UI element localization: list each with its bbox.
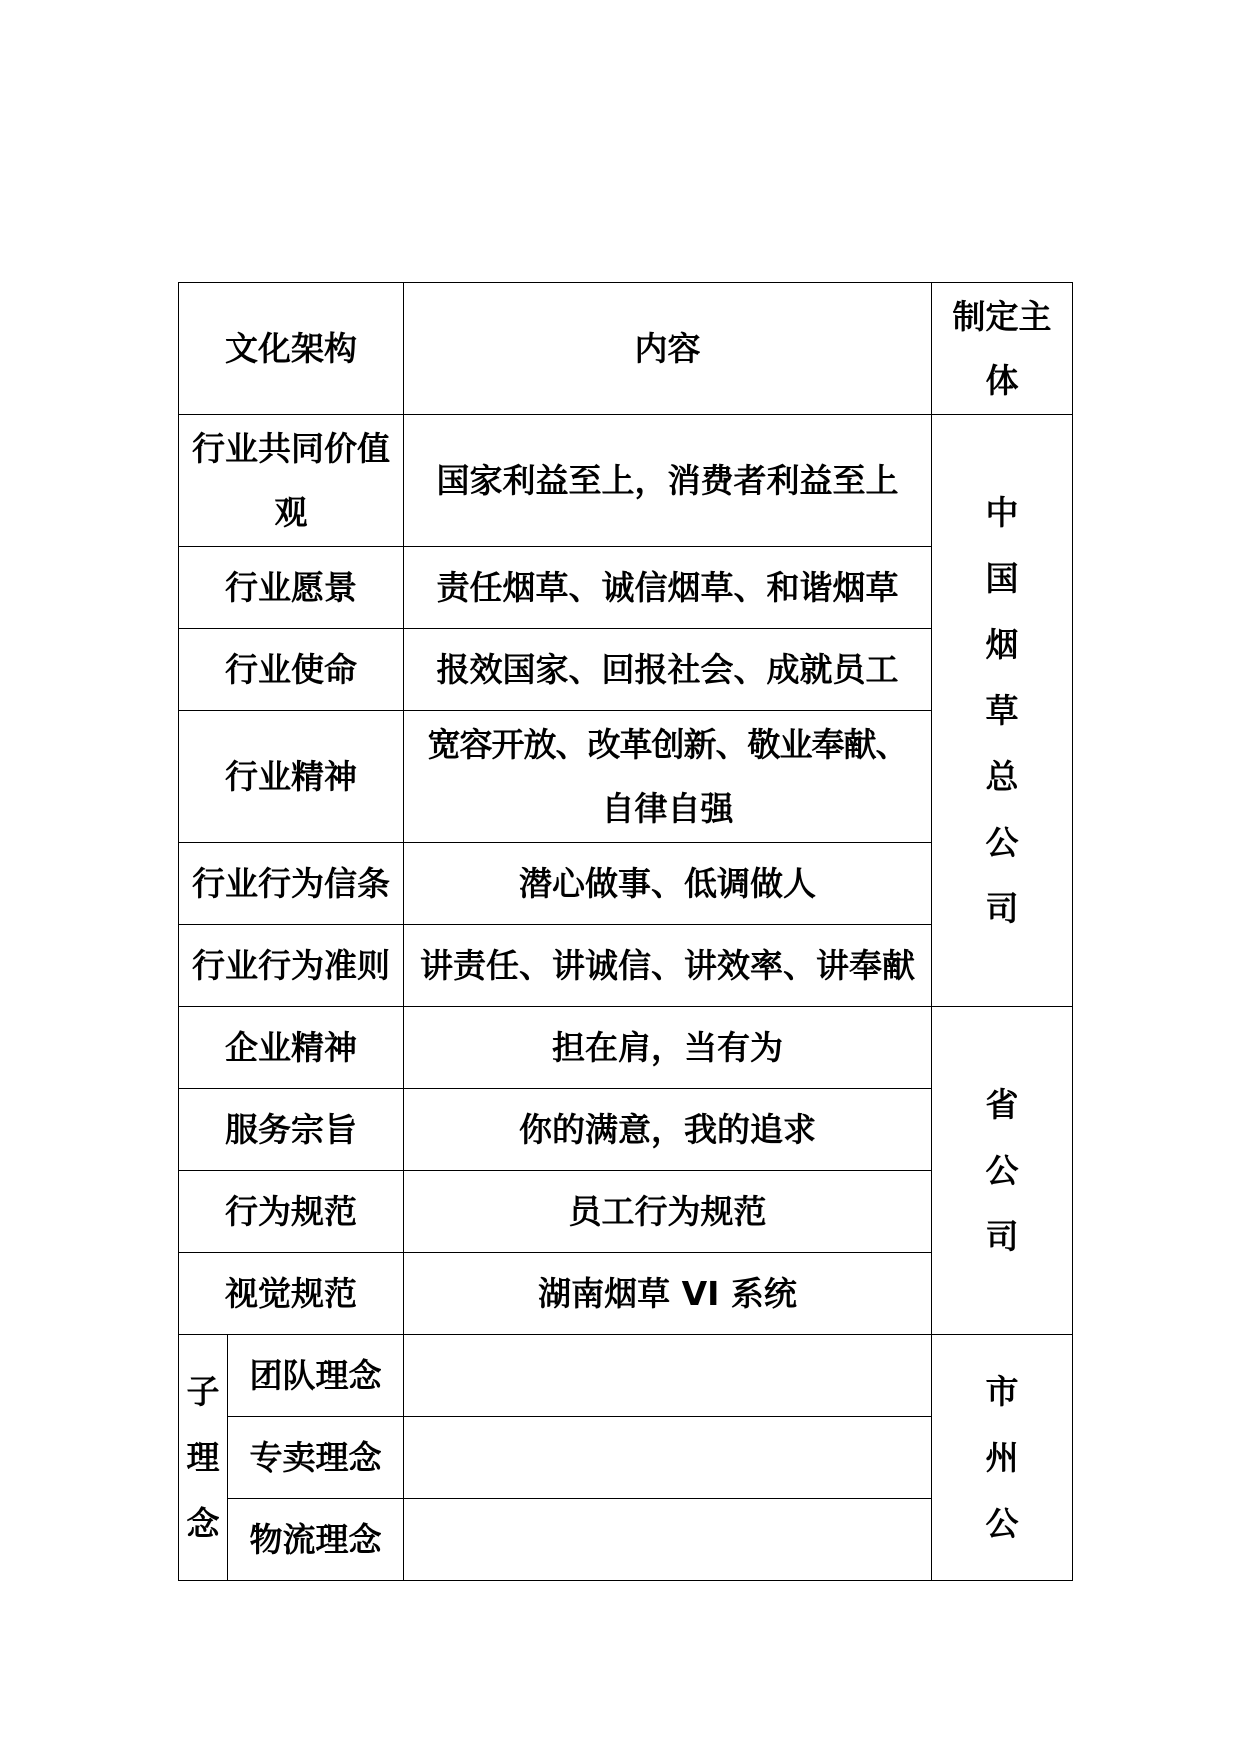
content-cell (404, 1499, 932, 1581)
issuer-char: 司 (985, 1216, 1019, 1256)
content-cell: 报效国家、回报社会、成就员工 (404, 629, 932, 711)
table-row (179, 1335, 1073, 1417)
table-row (179, 415, 1073, 547)
sub-concept-label (179, 1335, 228, 1581)
content-cell: 你的满意，我的追求 (404, 1089, 932, 1171)
issuer-char: 省 (985, 1084, 1019, 1124)
framework-line: 观 (274, 492, 308, 532)
framework-cell: 视觉规范 (179, 1253, 404, 1335)
framework-cell: 行业行为准则 (179, 925, 404, 1007)
header-issuer (932, 283, 1073, 415)
content-line: 自律自强 (601, 788, 734, 828)
framework-cell: 服务宗旨 (179, 1089, 404, 1171)
issuer-char: 总 (985, 756, 1019, 796)
city-issuer-cell (932, 1335, 1073, 1581)
content-cell: 国家利益至上，消费者利益至上 (404, 415, 932, 547)
framework-cell: 企业精神 (179, 1007, 404, 1089)
content-cell: 潜心做事、低调做人 (404, 843, 932, 925)
framework-cell: 物流理念 (228, 1499, 404, 1581)
issuer-char: 中 (985, 492, 1019, 532)
national-issuer-cell (932, 415, 1073, 1007)
culture-framework-table (178, 282, 1073, 1581)
framework-cell: 行业精神 (179, 711, 404, 843)
issuer-char: 公 (985, 1503, 1019, 1543)
framework-cell: 团队理念 (228, 1335, 404, 1417)
header-row (179, 283, 1073, 415)
issuer-char: 司 (985, 888, 1019, 928)
content-line: 宽容开放、改革创新、敬业奉献、 (427, 724, 908, 764)
content-cell: 员工行为规范 (404, 1171, 932, 1253)
content-cell: 讲责任、讲诚信、讲效率、讲奉献 (404, 925, 932, 1007)
content-cell: 担在肩，当有为 (404, 1007, 932, 1089)
framework-cell: 行业行为信条 (179, 843, 404, 925)
header-framework: 文化架构 (179, 283, 404, 415)
sub-concept-char: 子 (186, 1371, 220, 1411)
header-issuer-line: 体 (985, 360, 1019, 400)
issuer-char: 草 (985, 690, 1019, 730)
issuer-char: 国 (985, 558, 1019, 598)
content-cell (404, 1417, 932, 1499)
content-cell (404, 1335, 932, 1417)
content-cell: 湖南烟草 VI 系统 (404, 1253, 932, 1335)
framework-cell: 行业愿景 (179, 547, 404, 629)
issuer-char: 公 (985, 1150, 1019, 1190)
content-cell (404, 711, 932, 843)
issuer-char: 市 (985, 1371, 1019, 1411)
framework-cell: 专卖理念 (228, 1417, 404, 1499)
framework-cell: 行为规范 (179, 1171, 404, 1253)
framework-line: 行业共同价值 (192, 428, 390, 468)
content-cell: 责任烟草、诚信烟草、和谐烟草 (404, 547, 932, 629)
issuer-char: 公 (985, 822, 1019, 862)
table-row (179, 1007, 1073, 1089)
provincial-issuer-cell (932, 1007, 1073, 1335)
framework-cell (179, 415, 404, 547)
framework-cell: 行业使命 (179, 629, 404, 711)
header-content: 内容 (404, 283, 932, 415)
sub-concept-char: 念 (186, 1503, 220, 1543)
header-issuer-line: 制定主 (952, 296, 1052, 336)
issuer-char: 州 (985, 1437, 1019, 1477)
issuer-char: 烟 (985, 624, 1019, 664)
sub-concept-char: 理 (186, 1437, 220, 1477)
